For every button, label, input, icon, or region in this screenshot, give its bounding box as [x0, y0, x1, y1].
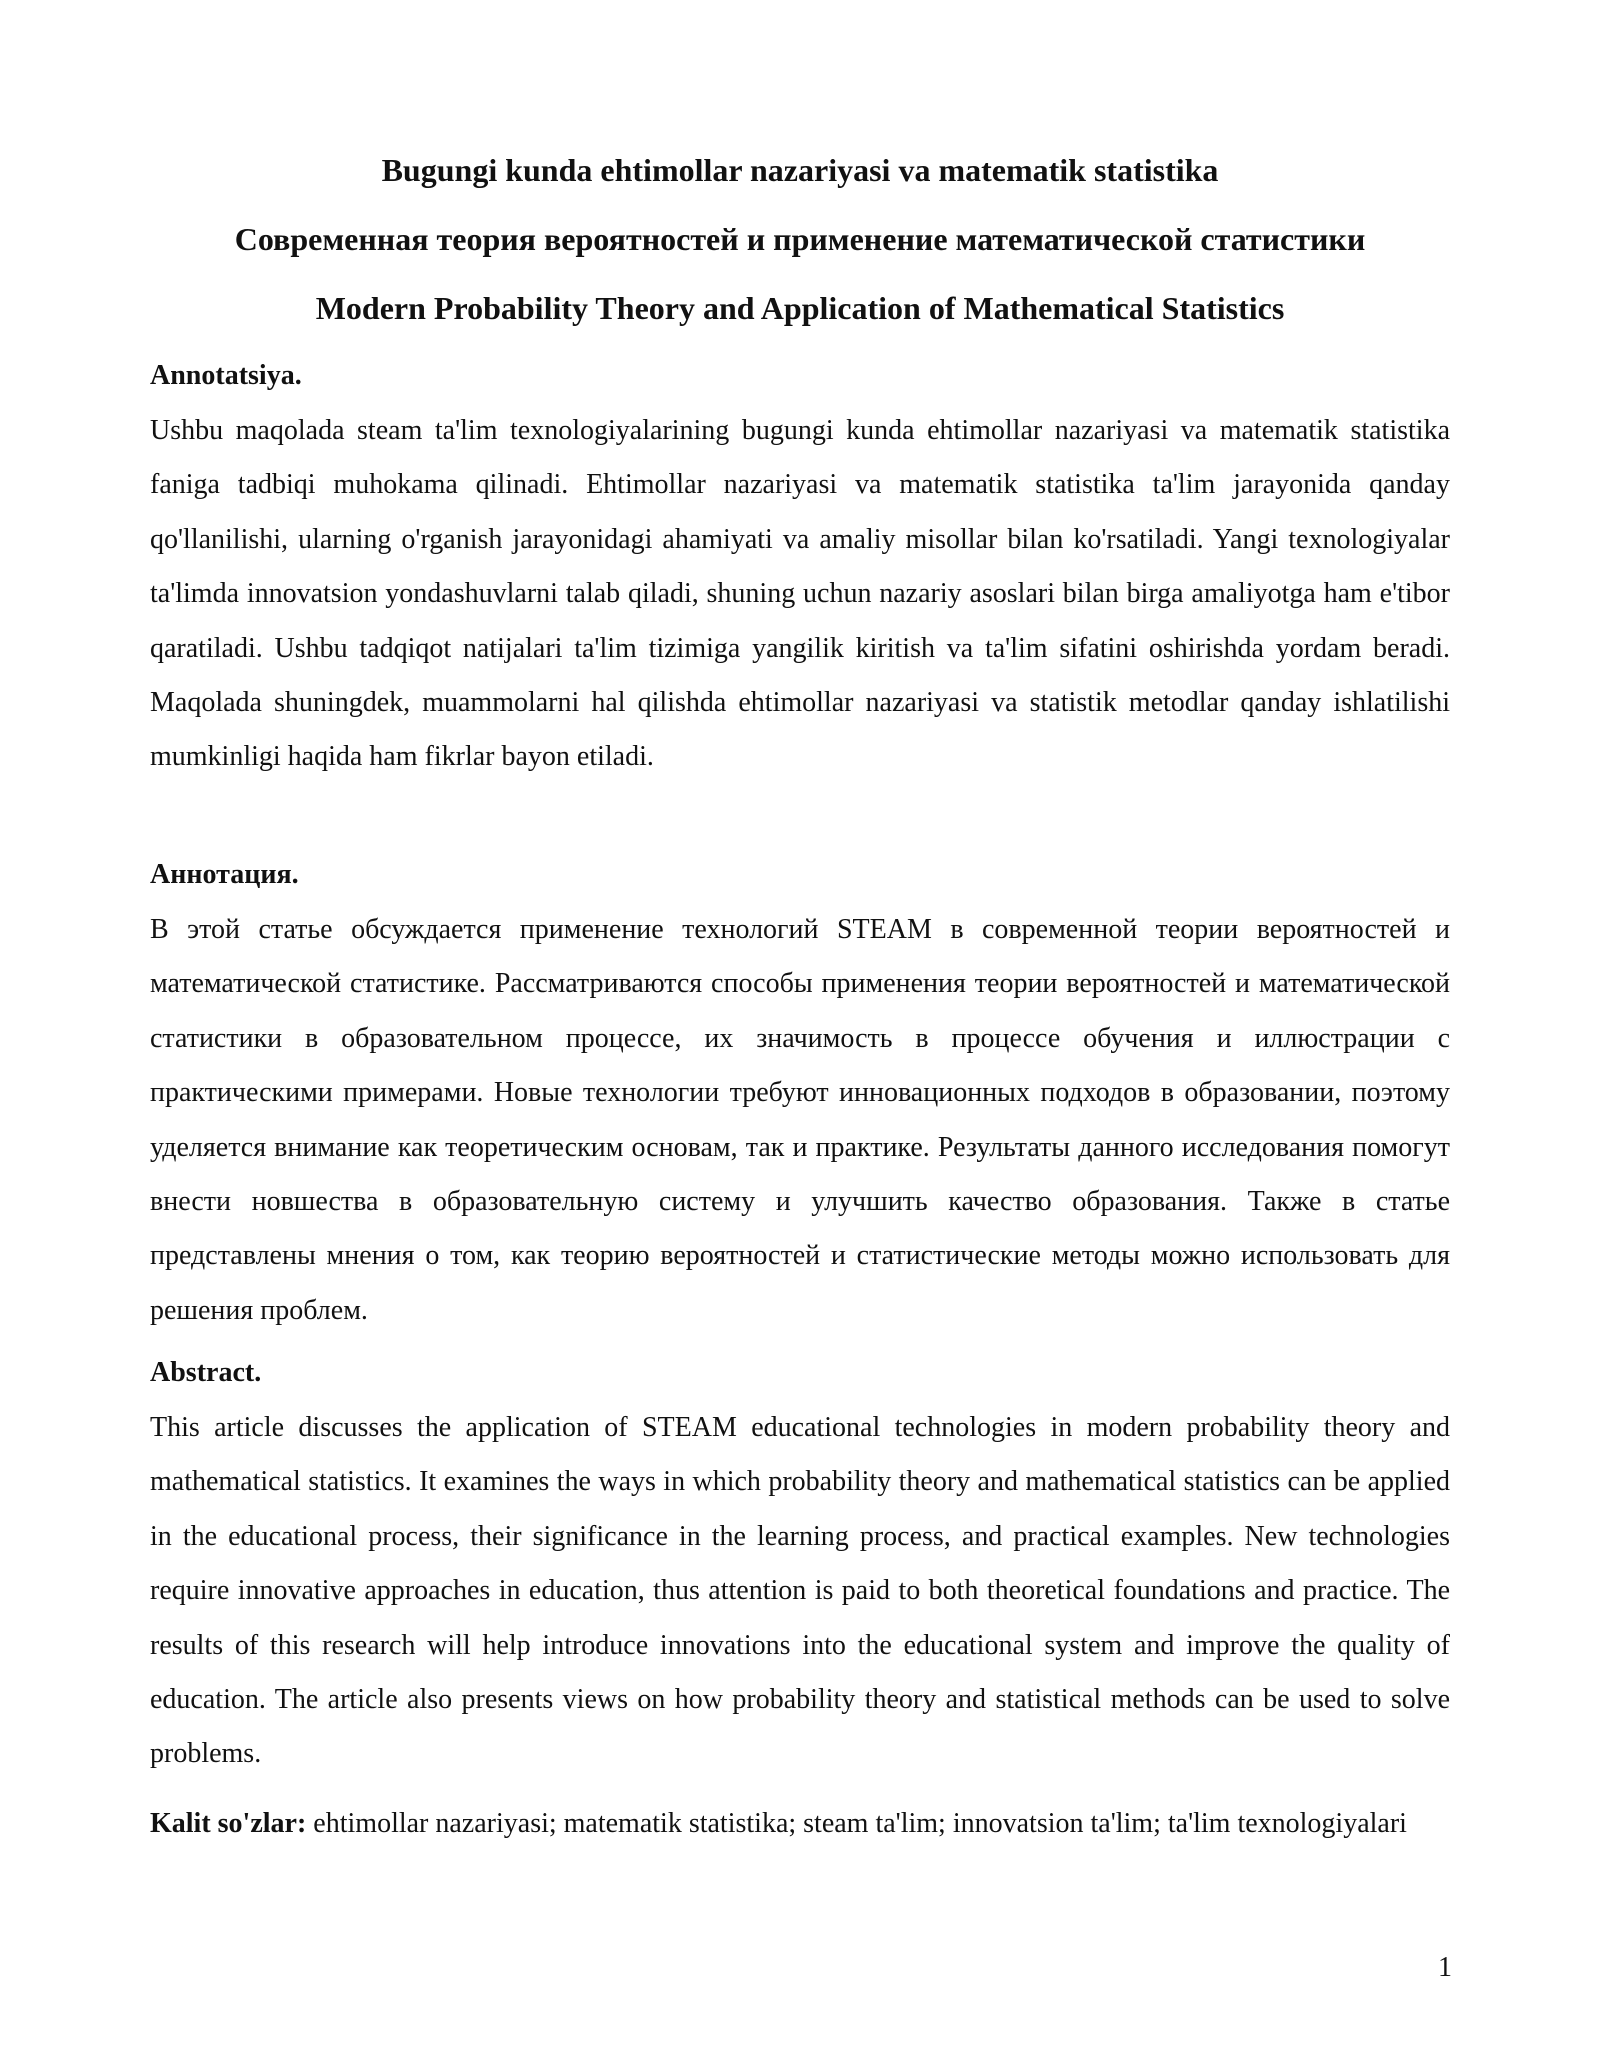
title-english: Modern Probability Theory and Application of Mathematical Statistics	[315, 290, 1285, 326]
abstract-english-section	[150, 1353, 1450, 1782]
title-russian: Современная теория вероятностей и применение математической статистики	[234, 221, 1366, 257]
title-uzbek: Bugungi kunda ehtimollar nazariyasi va matematik statistika	[381, 152, 1219, 188]
keywords-line	[150, 1797, 1450, 1851]
page-number: 1	[1438, 1952, 1452, 1983]
keywords-section	[150, 1797, 1450, 1851]
abstract-english-text: This article discusses the application of STEAM educational technologies in modern probability theory and mathematical statistics. It examines the ways in which probability theory and mathematical statistics can be applied in the educational process, their significance in the learning process, and practical examples. New technologies require innovative approaches in education, thus attention is paid to both theoretical foundations and practice. The results of this research will help introduce innovations into the educational system and improve the quality of education. The article also presents views on how probability theory and statistical methods can be used to solve problems.	[150, 1412, 1450, 1770]
abstract-russian-section	[150, 855, 1450, 1338]
abstract-uzbek-heading: Annotatsiya.	[150, 360, 302, 391]
keywords-text: ehtimollar nazariyasi; matematik statistika; steam ta'lim; innovatsion ta'lim; ta'lim texnologiyalari	[306, 1808, 1407, 1839]
abstract-english-heading: Abstract.	[150, 1357, 262, 1388]
abstract-uzbek-section	[150, 356, 1450, 785]
abstract-uzbek-text: Ushbu maqolada steam ta'lim texnologiyalarining bugungi kunda ehtimollar nazariyasi va matematik statistika faniga tadbiqi muhokama qilinadi. Ehtimollar nazariyasi va matematik statistika ta'lim jarayonida qanday qo'llanilishi, ularning o'rganish jarayonidagi ahamiyati va amaliy misollar bilan ko'rsatiladi. Yangi texnologiyalar ta'limda innovatsion yondashuvlarni talab qiladi, shuning uchun nazariy asoslari bilan birga amaliyotga ham e'tibor qaratiladi. Ushbu tadqiqot natijalari ta'lim tizimiga yangilik kiritish va ta'lim sifatini oshirishda yordam beradi. Maqolada shuningdek, muammolarni hal qilishda ehtimollar nazariyasi va statistik metodlar qanday ishlatilishi mumkinligi haqida ham fikrlar bayon etiladi.	[150, 415, 1450, 773]
keywords-label: Kalit so'zlar:	[150, 1808, 307, 1839]
abstract-russian-text: В этой статье обсуждается применение технологий STEAM в современной теории вероятностей и математической статистике. Рассматриваются способы применения теории вероятностей и математической статистики в образовательном процессе, их значимость в процессе обучения и иллюстрации с практическими примерами. Новые технологии требуют инновационных подходов в образовании, поэтому уделяется внимание как теоретическим основам, так и практике. Результаты данного исследования помогут внести новшества в образовательную систему и улучшить качество образования. Также в статье представлены мнения о том, как теорию вероятностей и статистические методы можно использовать для решения проблем.	[150, 914, 1450, 1326]
title-block	[150, 136, 1450, 343]
abstract-russian-heading: Аннотация.	[150, 859, 299, 890]
